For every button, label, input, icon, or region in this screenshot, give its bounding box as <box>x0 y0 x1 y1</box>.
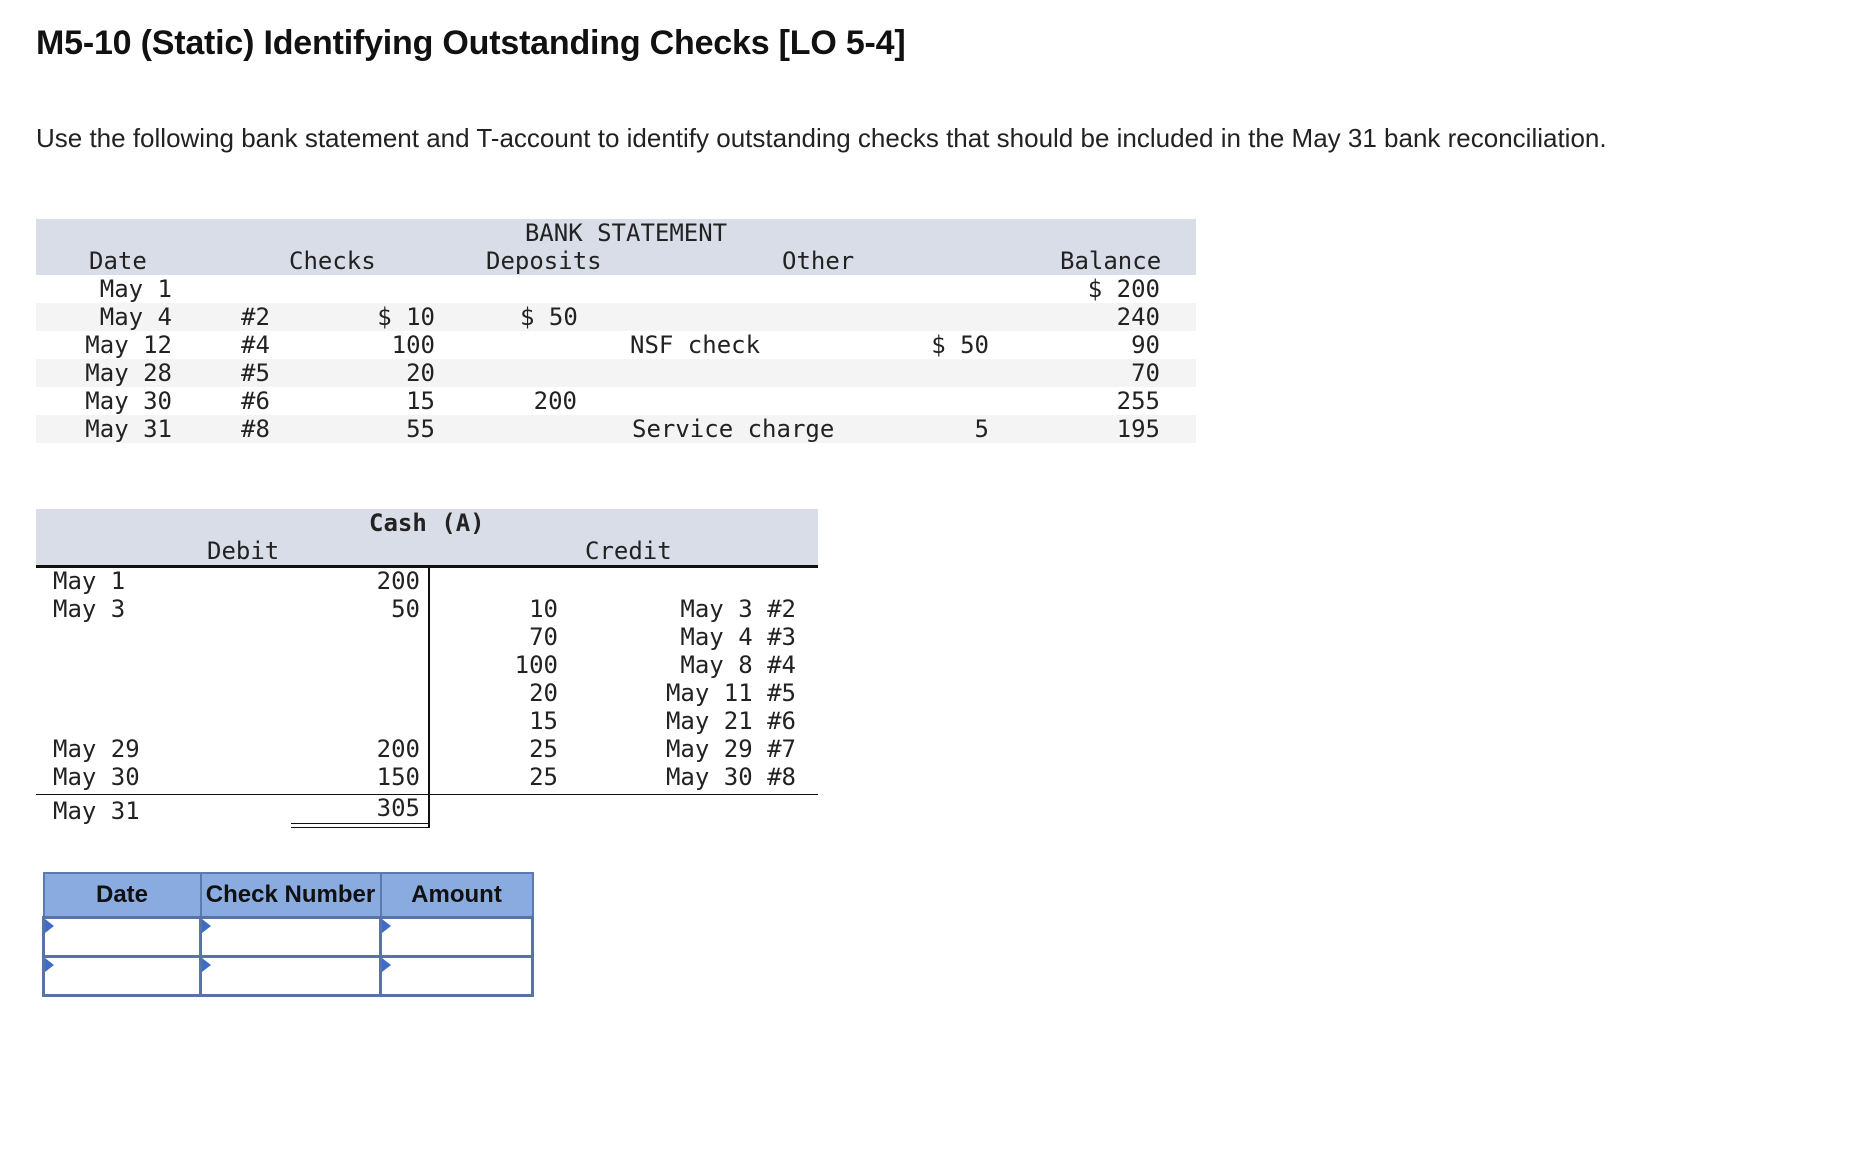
row-check-number: #8 <box>241 415 270 443</box>
column-header-amount: Amount <box>381 873 533 918</box>
ending-balance-amount: 305 <box>376 794 420 822</box>
row-date: May 1 <box>99 275 172 303</box>
row-balance: 240 <box>1116 303 1160 331</box>
row-deposit: $ 50 <box>520 303 578 331</box>
debit-date: May 30 <box>53 763 140 791</box>
credit-amount: 10 <box>529 595 558 623</box>
column-header-check-number: Check Number <box>201 873 381 918</box>
credit-reference: May 8 #4 <box>680 651 796 679</box>
table-row <box>44 957 533 996</box>
row-date: May 28 <box>85 359 172 387</box>
column-header-date: Date <box>44 873 201 918</box>
row-check-amount: 100 <box>391 331 435 359</box>
row-date: May 30 <box>85 387 172 415</box>
row-check-number: #2 <box>241 303 270 331</box>
check-number-cell[interactable] <box>201 918 381 957</box>
row-date: May 4 <box>99 303 172 331</box>
check-number-input[interactable] <box>202 919 379 955</box>
credit-amount: 70 <box>529 623 558 651</box>
double-underline-1 <box>291 823 430 824</box>
credit-reference: May 21 #6 <box>665 707 796 735</box>
date-input[interactable] <box>45 919 199 955</box>
credit-amount: 25 <box>529 735 558 763</box>
credit-reference: May 3 #2 <box>680 595 796 623</box>
credit-reference: May 29 #7 <box>665 735 796 763</box>
row-other-description: Service charge <box>632 415 835 443</box>
row-date: May 31 <box>85 415 172 443</box>
row-check-amount: $ 10 <box>377 303 435 331</box>
row-date: May 12 <box>85 331 172 359</box>
credit-amount: 25 <box>529 763 558 791</box>
page-title: M5-10 (Static) Identifying Outstanding Checks [LO 5-4] <box>36 24 906 62</box>
instructions-text: Use the following bank statement and T-account to identify outstanding checks that should be included in the May 31 bank reconciliation. <box>36 123 1607 153</box>
row-balance: 90 <box>1131 331 1160 359</box>
debit-label: Debit <box>207 537 280 565</box>
amount-cell[interactable] <box>381 918 533 957</box>
row-check-amount: 55 <box>406 415 435 443</box>
amount-input[interactable] <box>382 958 531 994</box>
row-check-amount: 15 <box>406 387 435 415</box>
row-balance: $ 200 <box>1087 275 1160 303</box>
header-other: Other <box>782 247 855 275</box>
debit-date: May 1 <box>53 567 126 595</box>
date-cell[interactable] <box>44 957 201 996</box>
cash-account-title: Cash (A) <box>369 509 485 537</box>
header-deposits: Deposits <box>486 247 602 275</box>
debit-amount: 150 <box>376 763 420 791</box>
debit-amount: 200 <box>376 567 420 595</box>
row-check-number: #5 <box>241 359 270 387</box>
header-balance: Balance <box>1060 247 1162 275</box>
row-deposit: 200 <box>533 387 577 415</box>
credit-label: Credit <box>585 537 672 565</box>
credit-reference: May 11 #5 <box>665 679 796 707</box>
credit-amount: 20 <box>529 679 558 707</box>
bank-statement <box>36 219 1196 445</box>
header-date: Date <box>89 247 147 275</box>
row-other-amount: $ 50 <box>931 331 989 359</box>
row-check-amount: 20 <box>406 359 435 387</box>
row-check-number: #6 <box>241 387 270 415</box>
cash-t-account <box>36 509 818 829</box>
row-other-description: NSF check <box>630 331 761 359</box>
double-underline-2 <box>291 827 430 828</box>
debit-date: May 3 <box>53 595 126 623</box>
debit-amount: 200 <box>376 735 420 763</box>
row-balance: 70 <box>1131 359 1160 387</box>
row-balance: 195 <box>1116 415 1160 443</box>
table-row <box>44 918 533 957</box>
row-balance: 255 <box>1116 387 1160 415</box>
row-check-number: #4 <box>241 331 270 359</box>
outstanding-checks-table <box>42 872 534 997</box>
bank-statement-title: BANK STATEMENT <box>524 219 728 247</box>
row-other-amount: 5 <box>974 415 989 443</box>
credit-reference: May 30 #8 <box>665 763 796 791</box>
check-number-cell[interactable] <box>201 957 381 996</box>
credit-amount: 15 <box>529 707 558 735</box>
header-checks: Checks <box>289 247 376 275</box>
debit-amount: 50 <box>391 595 420 623</box>
credit-amount: 100 <box>514 651 558 679</box>
debit-date: May 29 <box>53 735 140 763</box>
date-input[interactable] <box>45 958 199 994</box>
check-number-input[interactable] <box>202 958 379 994</box>
amount-cell[interactable] <box>381 957 533 996</box>
amount-input[interactable] <box>382 919 531 955</box>
date-cell[interactable] <box>44 918 201 957</box>
ending-balance-date: May 31 <box>53 797 140 825</box>
credit-reference: May 4 #3 <box>680 623 796 651</box>
